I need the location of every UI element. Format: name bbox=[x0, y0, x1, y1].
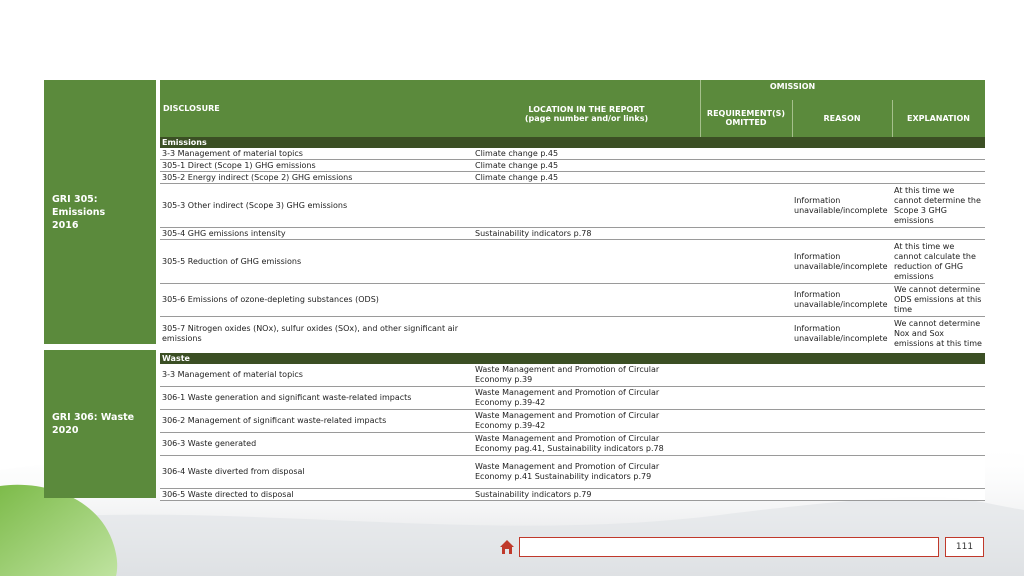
disclosure-cell: 306-1 Waste generation and significant waste-related impacts bbox=[162, 393, 412, 402]
location-cell: Waste Management and Promotion of Circular Economy p.41 Sustainability indicators p.79 bbox=[475, 462, 660, 481]
requirements-cell bbox=[700, 364, 792, 386]
disclosure-cell: 3-3 Management of material topics bbox=[162, 148, 303, 158]
standard-gri-305-label: GRI 305: Emissions 2016 bbox=[52, 193, 106, 231]
explanation-cell bbox=[892, 148, 985, 159]
location-cell bbox=[473, 184, 700, 227]
disclosure-cell: 305-7 Nitrogen oxides (NOx), sulfur oxides (SOx), and other significant air emissions bbox=[162, 323, 459, 343]
footer-navigation-bar bbox=[519, 537, 939, 557]
explanation-cell: We cannot determine Nox and Sox emissions at this time bbox=[894, 318, 982, 348]
disclosure-cell: 3-3 Management of material topics bbox=[162, 370, 303, 379]
location-cell: Waste Management and Promotion of Circular Economy p.39 bbox=[475, 365, 660, 384]
table-row bbox=[160, 284, 985, 317]
requirements-cell bbox=[700, 317, 792, 350]
requirements-cell bbox=[700, 184, 792, 227]
explanation-cell: At this time we cannot determine the Scope 3 GHG emissions bbox=[894, 185, 981, 225]
location-cell bbox=[473, 317, 700, 350]
reason-cell bbox=[792, 364, 892, 386]
standard-gri-306 bbox=[44, 350, 156, 498]
explanation-cell bbox=[892, 172, 985, 183]
gri-content-index-table bbox=[160, 80, 985, 501]
table-row bbox=[160, 387, 985, 410]
requirements-cell bbox=[700, 284, 792, 316]
requirements-cell bbox=[700, 160, 792, 171]
requirements-cell bbox=[700, 387, 792, 409]
table-row bbox=[160, 317, 985, 350]
explanation-cell bbox=[892, 410, 985, 432]
header-reason: REASON bbox=[823, 114, 861, 123]
requirements-cell bbox=[700, 456, 792, 488]
header-requirements-omitted: REQUIREMENT(S) OMITTED bbox=[706, 109, 786, 127]
reason-cell: Information unavailable/incomplete bbox=[794, 251, 888, 271]
reason-cell bbox=[792, 387, 892, 409]
reason-cell: Information unavailable/incomplete bbox=[794, 290, 888, 309]
location-cell bbox=[473, 240, 700, 283]
explanation-cell bbox=[892, 364, 985, 386]
requirements-cell bbox=[700, 489, 792, 500]
requirements-cell bbox=[700, 433, 792, 455]
table-row bbox=[160, 456, 985, 489]
requirements-cell bbox=[700, 228, 792, 239]
location-cell: Waste Management and Promotion of Circular Economy p.39-42 bbox=[475, 388, 660, 407]
reason-cell bbox=[792, 433, 892, 455]
header-disclosure: DISCLOSURE bbox=[163, 104, 220, 113]
table-row bbox=[160, 489, 985, 501]
table-row bbox=[160, 240, 985, 284]
header-explanation: EXPLANATION bbox=[907, 114, 970, 123]
explanation-cell: We cannot determine ODS emissions at this time bbox=[894, 285, 982, 314]
disclosure-cell: 306-2 Management of significant waste-related impacts bbox=[162, 416, 387, 425]
reason-cell bbox=[792, 489, 892, 500]
table-row bbox=[160, 172, 985, 184]
page-number: 111 bbox=[945, 537, 984, 557]
disclosure-cell: 305-4 GHG emissions intensity bbox=[162, 228, 286, 238]
table-row bbox=[160, 433, 985, 456]
location-cell: Climate change p.45 bbox=[475, 148, 559, 158]
standard-gri-305 bbox=[44, 80, 156, 344]
reason-cell bbox=[792, 148, 892, 159]
disclosure-cell: 306-4 Waste diverted from disposal bbox=[162, 467, 305, 476]
table-row bbox=[160, 148, 985, 160]
location-cell: Climate change p.45 bbox=[475, 160, 559, 170]
reason-cell bbox=[792, 456, 892, 488]
header-omission: OMISSION bbox=[769, 82, 816, 91]
table-row bbox=[160, 160, 985, 172]
disclosure-cell: 306-5 Waste directed to disposal bbox=[162, 489, 294, 499]
requirements-cell bbox=[700, 410, 792, 432]
explanation-cell: At this time we cannot calculate the reduction of GHG emissions bbox=[894, 241, 976, 281]
disclosure-cell: 305-5 Reduction of GHG emissions bbox=[162, 256, 302, 266]
reason-cell bbox=[792, 410, 892, 432]
location-cell: Sustainability indicators p.79 bbox=[475, 489, 592, 499]
location-cell: Climate change p.45 bbox=[475, 172, 559, 182]
disclosure-cell: 306-3 Waste generated bbox=[162, 439, 257, 448]
location-cell: Waste Management and Promotion of Circular Economy p.39-42 bbox=[475, 411, 660, 430]
requirements-cell bbox=[700, 148, 792, 159]
explanation-cell bbox=[892, 387, 985, 409]
disclosure-cell: 305-2 Energy indirect (Scope 2) GHG emissions bbox=[162, 172, 353, 182]
table-row bbox=[160, 364, 985, 387]
table-row bbox=[160, 410, 985, 433]
explanation-cell bbox=[892, 433, 985, 455]
section-waste: Waste bbox=[160, 353, 985, 364]
reason-cell bbox=[792, 228, 892, 239]
header-location: LOCATION IN THE REPORT (page number and/or links) bbox=[524, 104, 649, 123]
reason-cell: Information unavailable/incomplete bbox=[794, 195, 888, 215]
table-row bbox=[160, 228, 985, 240]
requirements-cell bbox=[700, 172, 792, 183]
disclosure-cell: 305-6 Emissions of ozone-depleting substances (ODS) bbox=[162, 295, 379, 304]
explanation-cell bbox=[892, 160, 985, 171]
reason-cell bbox=[792, 160, 892, 171]
reason-cell bbox=[792, 172, 892, 183]
table-header bbox=[160, 80, 985, 137]
standard-gri-306-label: GRI 306: Waste 2020 bbox=[52, 412, 135, 436]
reason-cell: Information unavailable/incomplete bbox=[794, 323, 888, 343]
table-row bbox=[160, 184, 985, 228]
explanation-cell bbox=[892, 456, 985, 488]
requirements-cell bbox=[700, 240, 792, 283]
explanation-cell bbox=[892, 489, 985, 500]
location-cell: Sustainability indicators p.78 bbox=[475, 228, 592, 238]
explanation-cell bbox=[892, 228, 985, 239]
section-emissions: Emissions bbox=[160, 137, 985, 148]
disclosure-cell: 305-3 Other indirect (Scope 3) GHG emissions bbox=[162, 200, 348, 210]
location-cell: Waste Management and Promotion of Circular Economy pag.41, Sustainability indicators p.78 bbox=[475, 434, 664, 453]
home-icon[interactable] bbox=[499, 539, 515, 555]
location-cell bbox=[473, 284, 700, 316]
disclosure-cell: 305-1 Direct (Scope 1) GHG emissions bbox=[162, 160, 316, 170]
